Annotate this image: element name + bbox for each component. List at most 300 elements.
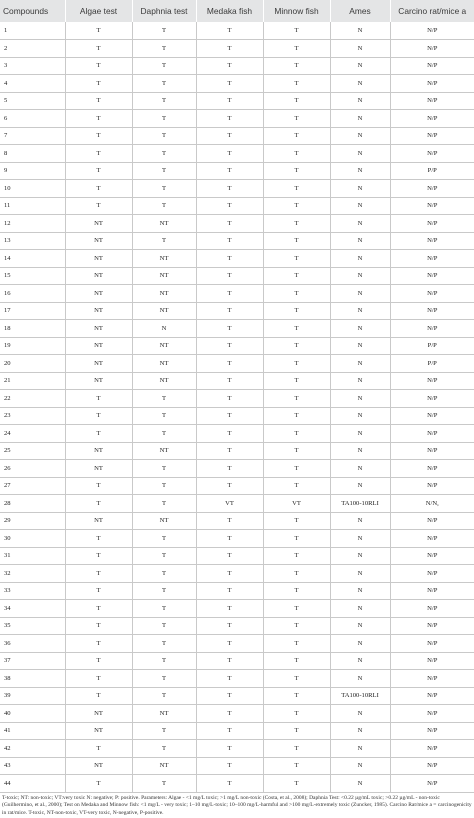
cell-minnow: T (263, 390, 330, 408)
cell-minnow: T (263, 285, 330, 303)
cell-minnow: T (263, 215, 330, 233)
cell-algae: T (65, 390, 132, 408)
cell-carcino: N/P (390, 285, 474, 303)
cell-algae: T (65, 477, 132, 495)
table-row (0, 460, 474, 478)
table-row (0, 477, 474, 495)
table-row (0, 775, 474, 793)
table-row (0, 40, 474, 58)
cell-carcino: N/P (390, 250, 474, 268)
cell-medaka: T (196, 302, 263, 320)
cell-daphnia: T (132, 92, 196, 110)
cell-minnow: T (263, 197, 330, 215)
cell-compound: 26 (0, 460, 65, 478)
cell-algae: NT (65, 355, 132, 373)
table-row (0, 547, 474, 565)
table-row (0, 425, 474, 443)
cell-daphnia: T (132, 232, 196, 250)
cell-carcino: N/P (390, 302, 474, 320)
cell-ames: N (330, 92, 390, 110)
cell-ames: N (330, 600, 390, 618)
cell-medaka: T (196, 582, 263, 600)
table-row (0, 22, 474, 40)
cell-medaka: T (196, 320, 263, 338)
cell-minnow: T (263, 652, 330, 670)
cell-medaka: T (196, 705, 263, 723)
cell-minnow: T (263, 477, 330, 495)
cell-minnow: T (263, 425, 330, 443)
cell-carcino: N/P (390, 547, 474, 565)
cell-compound: 31 (0, 547, 65, 565)
cell-medaka: T (196, 180, 263, 198)
cell-carcino: N/P (390, 617, 474, 635)
cell-minnow: T (263, 127, 330, 145)
cell-ames: N (330, 740, 390, 758)
cell-minnow: T (263, 372, 330, 390)
cell-algae: T (65, 22, 132, 40)
cell-compound: 14 (0, 250, 65, 268)
cell-ames: N (330, 652, 390, 670)
cell-ames: N (330, 547, 390, 565)
cell-algae: T (65, 127, 132, 145)
cell-medaka: T (196, 740, 263, 758)
cell-compound: 38 (0, 670, 65, 688)
table-row (0, 670, 474, 688)
cell-algae: T (65, 600, 132, 618)
cell-medaka: T (196, 635, 263, 653)
cell-minnow: T (263, 722, 330, 740)
cell-carcino: N/P (390, 75, 474, 93)
cell-daphnia: T (132, 600, 196, 618)
cell-daphnia: T (132, 57, 196, 75)
cell-minnow: T (263, 512, 330, 530)
cell-minnow: T (263, 250, 330, 268)
cell-minnow: T (263, 162, 330, 180)
cell-algae: T (65, 547, 132, 565)
cell-ames: N (330, 285, 390, 303)
cell-medaka: T (196, 215, 263, 233)
cell-ames: N (330, 530, 390, 548)
cell-carcino: N/P (390, 40, 474, 58)
table-row (0, 75, 474, 93)
table-row (0, 127, 474, 145)
cell-compound: 37 (0, 652, 65, 670)
cell-carcino: N/P (390, 652, 474, 670)
cell-compound: 19 (0, 337, 65, 355)
header-algae-test: Algae test (65, 0, 132, 22)
cell-ames: N (330, 57, 390, 75)
cell-daphnia: NT (132, 757, 196, 775)
cell-daphnia: NT (132, 372, 196, 390)
cell-carcino: N/P (390, 670, 474, 688)
cell-medaka: T (196, 775, 263, 793)
cell-minnow: T (263, 337, 330, 355)
table-row (0, 337, 474, 355)
cell-ames: N (330, 442, 390, 460)
cell-daphnia: T (132, 617, 196, 635)
cell-ames: N (330, 22, 390, 40)
cell-carcino: N/P (390, 775, 474, 793)
cell-compound: 25 (0, 442, 65, 460)
table-footnote: T-toxic; NT: non-toxic; VT:very toxic N: negative; P: positive. Parameters: Algae - <1 mg/L toxic; >1 mg/L non-toxic (Costa, et al., 2008); Daphnia Test: <0.22 µg/mL toxic; >0.22 µg/mL - non-toxic (Guilhermino, et al., 2000); Test on Medaka and Minnow fish: <1 mg/L - very toxic; 1–10 mg/L-toxic; 10–100 mg/L-harmful and >100 mg/L-extremely toxic (Zuncker, 1985). Carcino Rat/mice a = carcinogenicity in rat/mice. T-toxic, NT-non-toxic, VT-very toxic, N-negative, P-positive. (2, 794, 472, 816)
cell-minnow: T (263, 92, 330, 110)
cell-algae: NT (65, 285, 132, 303)
cell-carcino: N/P (390, 320, 474, 338)
cell-minnow: T (263, 320, 330, 338)
table-row (0, 495, 474, 513)
table-row (0, 372, 474, 390)
table-row (0, 390, 474, 408)
cell-compound: 40 (0, 705, 65, 723)
cell-daphnia: NT (132, 215, 196, 233)
cell-compound: 18 (0, 320, 65, 338)
cell-medaka: T (196, 687, 263, 705)
cell-ames: N (330, 565, 390, 583)
cell-carcino: N/P (390, 425, 474, 443)
cell-compound: 4 (0, 75, 65, 93)
cell-carcino: N/P (390, 477, 474, 495)
header-compounds: Compounds (0, 0, 65, 22)
cell-carcino: N/P (390, 232, 474, 250)
cell-ames: N (330, 75, 390, 93)
cell-minnow: T (263, 57, 330, 75)
cell-algae: T (65, 197, 132, 215)
cell-ames: N (330, 267, 390, 285)
cell-daphnia: T (132, 652, 196, 670)
cell-minnow: T (263, 740, 330, 758)
cell-medaka: T (196, 600, 263, 618)
cell-compound: 23 (0, 407, 65, 425)
cell-minnow: T (263, 547, 330, 565)
cell-medaka: T (196, 425, 263, 443)
cell-medaka: T (196, 670, 263, 688)
cell-compound: 32 (0, 565, 65, 583)
cell-minnow: T (263, 687, 330, 705)
cell-ames: N (330, 617, 390, 635)
cell-algae: T (65, 635, 132, 653)
cell-carcino: P/P (390, 355, 474, 373)
cell-medaka: T (196, 22, 263, 40)
cell-carcino: N/P (390, 757, 474, 775)
table-row (0, 232, 474, 250)
cell-medaka: T (196, 617, 263, 635)
cell-carcino: P/P (390, 162, 474, 180)
cell-ames: N (330, 722, 390, 740)
cell-minnow: T (263, 617, 330, 635)
cell-minnow: T (263, 582, 330, 600)
cell-compound: 3 (0, 57, 65, 75)
cell-compound: 10 (0, 180, 65, 198)
cell-compound: 5 (0, 92, 65, 110)
cell-carcino: N/P (390, 407, 474, 425)
cell-medaka: T (196, 267, 263, 285)
cell-compound: 9 (0, 162, 65, 180)
cell-daphnia: T (132, 40, 196, 58)
cell-minnow: VT (263, 495, 330, 513)
cell-algae: T (65, 57, 132, 75)
cell-daphnia: T (132, 162, 196, 180)
header-row (0, 0, 474, 22)
cell-daphnia: T (132, 425, 196, 443)
cell-carcino: N/P (390, 740, 474, 758)
table-row (0, 250, 474, 268)
cell-compound: 33 (0, 582, 65, 600)
cell-algae: T (65, 565, 132, 583)
cell-ames: N (330, 670, 390, 688)
table-row (0, 757, 474, 775)
cell-carcino: N/P (390, 110, 474, 128)
cell-compound: 16 (0, 285, 65, 303)
cell-carcino: N/P (390, 687, 474, 705)
cell-algae: NT (65, 267, 132, 285)
cell-minnow: T (263, 600, 330, 618)
table-row (0, 442, 474, 460)
cell-daphnia: N (132, 320, 196, 338)
table-row (0, 722, 474, 740)
cell-compound: 34 (0, 600, 65, 618)
cell-daphnia: T (132, 670, 196, 688)
cell-medaka: T (196, 40, 263, 58)
cell-algae: NT (65, 232, 132, 250)
cell-algae: NT (65, 722, 132, 740)
cell-algae: NT (65, 337, 132, 355)
cell-carcino: N/P (390, 635, 474, 653)
cell-ames: N (330, 512, 390, 530)
cell-compound: 44 (0, 775, 65, 793)
cell-minnow: T (263, 565, 330, 583)
cell-medaka: T (196, 127, 263, 145)
table-row (0, 320, 474, 338)
cell-ames: N (330, 337, 390, 355)
cell-ames: N (330, 757, 390, 775)
cell-medaka: T (196, 232, 263, 250)
cell-medaka: T (196, 652, 263, 670)
cell-daphnia: T (132, 390, 196, 408)
cell-carcino: N/P (390, 442, 474, 460)
cell-minnow: T (263, 407, 330, 425)
cell-ames: N (330, 127, 390, 145)
table-row (0, 600, 474, 618)
table-row (0, 57, 474, 75)
cell-daphnia: NT (132, 442, 196, 460)
cell-medaka: T (196, 162, 263, 180)
cell-minnow: T (263, 232, 330, 250)
cell-compound: 2 (0, 40, 65, 58)
table-row (0, 512, 474, 530)
cell-compound: 30 (0, 530, 65, 548)
cell-ames: N (330, 180, 390, 198)
table-row (0, 617, 474, 635)
cell-medaka: T (196, 460, 263, 478)
cell-algae: NT (65, 442, 132, 460)
cell-ames: N (330, 372, 390, 390)
cell-algae: T (65, 145, 132, 163)
cell-carcino: N/P (390, 372, 474, 390)
cell-ames: N (330, 635, 390, 653)
cell-compound: 12 (0, 215, 65, 233)
cell-algae: NT (65, 302, 132, 320)
cell-ames: N (330, 250, 390, 268)
cell-algae: T (65, 617, 132, 635)
cell-carcino: N/P (390, 22, 474, 40)
table-row (0, 635, 474, 653)
cell-compound: 42 (0, 740, 65, 758)
table-row (0, 705, 474, 723)
cell-minnow: T (263, 145, 330, 163)
cell-algae: T (65, 740, 132, 758)
cell-ames: N (330, 162, 390, 180)
cell-medaka: T (196, 477, 263, 495)
cell-daphnia: NT (132, 267, 196, 285)
cell-algae: NT (65, 512, 132, 530)
cell-carcino: N/P (390, 197, 474, 215)
cell-compound: 21 (0, 372, 65, 390)
cell-ames: N (330, 477, 390, 495)
cell-daphnia: T (132, 565, 196, 583)
cell-compound: 39 (0, 687, 65, 705)
cell-ames: N (330, 355, 390, 373)
cell-daphnia: T (132, 582, 196, 600)
cell-compound: 41 (0, 722, 65, 740)
table-row (0, 407, 474, 425)
cell-medaka: T (196, 145, 263, 163)
cell-daphnia: T (132, 127, 196, 145)
table-row (0, 110, 474, 128)
cell-daphnia: T (132, 722, 196, 740)
cell-carcino: N/P (390, 582, 474, 600)
cell-algae: T (65, 530, 132, 548)
cell-minnow: T (263, 75, 330, 93)
cell-medaka: T (196, 110, 263, 128)
cell-daphnia: T (132, 407, 196, 425)
cell-minnow: T (263, 460, 330, 478)
table-row (0, 197, 474, 215)
cell-ames: N (330, 407, 390, 425)
cell-carcino: N/P (390, 180, 474, 198)
table-row (0, 355, 474, 373)
cell-daphnia: T (132, 775, 196, 793)
cell-minnow: T (263, 442, 330, 460)
cell-compound: 36 (0, 635, 65, 653)
cell-medaka: VT (196, 495, 263, 513)
cell-minnow: T (263, 302, 330, 320)
cell-minnow: T (263, 775, 330, 793)
cell-algae: T (65, 75, 132, 93)
table-row (0, 145, 474, 163)
cell-compound: 17 (0, 302, 65, 320)
cell-algae: T (65, 670, 132, 688)
cell-algae: NT (65, 757, 132, 775)
cell-algae: T (65, 162, 132, 180)
cell-ames: N (330, 390, 390, 408)
cell-minnow: T (263, 355, 330, 373)
cell-algae: NT (65, 215, 132, 233)
cell-minnow: T (263, 110, 330, 128)
cell-ames: TA100-10RLI (330, 495, 390, 513)
cell-daphnia: NT (132, 302, 196, 320)
cell-carcino: N/P (390, 722, 474, 740)
cell-algae: T (65, 495, 132, 513)
cell-compound: 28 (0, 495, 65, 513)
cell-medaka: T (196, 390, 263, 408)
table-row (0, 215, 474, 233)
cell-daphnia: T (132, 530, 196, 548)
cell-carcino: N/P (390, 267, 474, 285)
cell-ames: N (330, 425, 390, 443)
cell-compound: 24 (0, 425, 65, 443)
cell-algae: T (65, 92, 132, 110)
cell-compound: 27 (0, 477, 65, 495)
cell-compound: 29 (0, 512, 65, 530)
cell-carcino: N/P (390, 565, 474, 583)
cell-ames: N (330, 582, 390, 600)
cell-algae: T (65, 110, 132, 128)
cell-medaka: T (196, 75, 263, 93)
table-row (0, 740, 474, 758)
cell-ames: TA100-10RLI (330, 687, 390, 705)
cell-medaka: T (196, 530, 263, 548)
cell-carcino: P/P (390, 337, 474, 355)
cell-daphnia: T (132, 495, 196, 513)
cell-daphnia: T (132, 75, 196, 93)
cell-algae: T (65, 652, 132, 670)
cell-minnow: T (263, 22, 330, 40)
cell-carcino: N/P (390, 512, 474, 530)
cell-minnow: T (263, 180, 330, 198)
cell-medaka: T (196, 757, 263, 775)
header-medaka-fish: Medaka fish (196, 0, 263, 22)
cell-daphnia: T (132, 197, 196, 215)
cell-ames: N (330, 232, 390, 250)
cell-ames: N (330, 705, 390, 723)
cell-algae: T (65, 407, 132, 425)
cell-compound: 8 (0, 145, 65, 163)
cell-minnow: T (263, 40, 330, 58)
cell-algae: NT (65, 250, 132, 268)
cell-medaka: T (196, 722, 263, 740)
cell-algae: T (65, 425, 132, 443)
cell-algae: NT (65, 460, 132, 478)
cell-minnow: T (263, 635, 330, 653)
cell-daphnia: NT (132, 337, 196, 355)
cell-ames: N (330, 460, 390, 478)
cell-medaka: T (196, 250, 263, 268)
cell-compound: 7 (0, 127, 65, 145)
cell-medaka: T (196, 442, 263, 460)
cell-daphnia: T (132, 547, 196, 565)
cell-algae: T (65, 180, 132, 198)
table-row (0, 530, 474, 548)
cell-carcino: N/P (390, 460, 474, 478)
cell-minnow: T (263, 670, 330, 688)
cell-medaka: T (196, 355, 263, 373)
cell-medaka: T (196, 285, 263, 303)
table-row (0, 565, 474, 583)
cell-daphnia: T (132, 110, 196, 128)
table-row (0, 302, 474, 320)
cell-daphnia: T (132, 477, 196, 495)
table-row (0, 92, 474, 110)
cell-compound: 22 (0, 390, 65, 408)
cell-daphnia: T (132, 22, 196, 40)
cell-algae: T (65, 40, 132, 58)
cell-compound: 1 (0, 22, 65, 40)
cell-daphnia: T (132, 635, 196, 653)
cell-compound: 11 (0, 197, 65, 215)
cell-daphnia: NT (132, 355, 196, 373)
cell-daphnia: NT (132, 285, 196, 303)
cell-ames: N (330, 775, 390, 793)
